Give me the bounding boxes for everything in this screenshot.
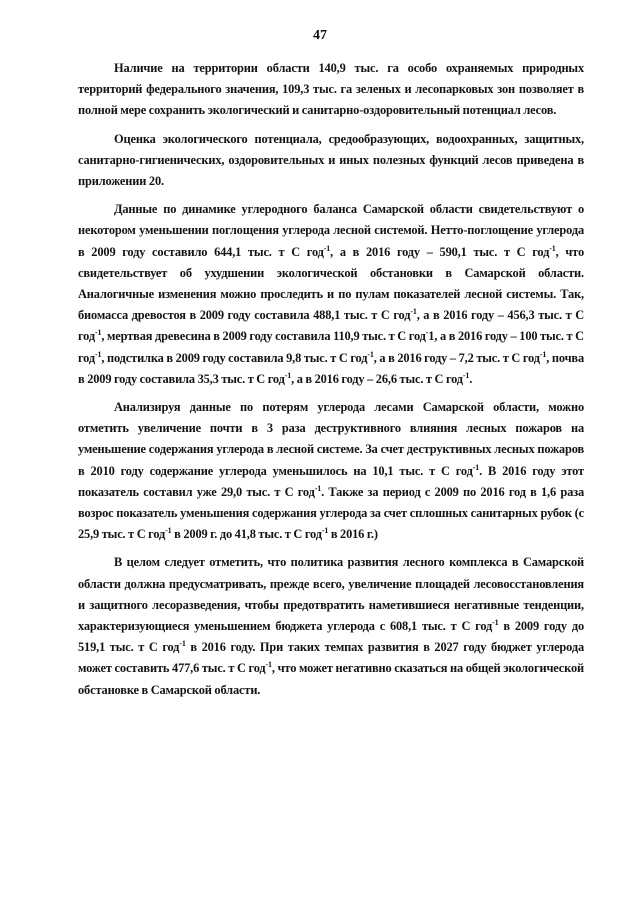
paragraph-text: в 2009 г. до 41,8 тыс. т С год bbox=[171, 527, 322, 542]
unit-exponent: -1 bbox=[472, 462, 480, 472]
unit-exponent: -1 bbox=[179, 639, 186, 649]
paragraph-text: 1, а в 2016 году – 100 тыс. т С год bbox=[78, 329, 584, 365]
unit-exponent: -1 bbox=[549, 243, 556, 253]
paragraph bbox=[78, 199, 584, 390]
unit-exponent: -1 bbox=[462, 370, 470, 380]
unit-exponent: -1 bbox=[410, 307, 417, 317]
paragraph bbox=[78, 129, 584, 193]
unit-exponent: -1 bbox=[94, 328, 102, 338]
paragraph-text: , а в 2016 году – 590,1 тыс. т С год bbox=[330, 244, 550, 259]
paragraph-text: в 2009 году до 519,1 тыс. т С год bbox=[78, 619, 584, 655]
paragraph-text: Наличие на территории области 140,9 тыс. га особо охраняемых природных территорий федерального значения, 109,3 тыс. га зеленых и лесопарковых зон позволяет в полной мере сохранить экологический и санитарно-оздоровительный потенциал лесов. bbox=[78, 61, 584, 118]
paragraph-text: Данные по динамике углеродного баланса Самарской области свидетельствуют о некотором уменьшении поглощения углерода лесной системой. Нетто-поглощение углерода в 2009 году составило 644,1 тыс. т С год bbox=[78, 202, 584, 259]
unit-exponent: -1 bbox=[321, 526, 329, 536]
paragraph-text: Анализируя данные по потерям углерода лесами Самарской области, можно отметить увеличение почти в 3 раза деструктивного влияния лесных пожаров на уменьшение содержания углерода в лесной системе. За счет деструктивных лесных пожаров в 2010 году содержание углерода уменьшилось на 10,1 тыс. т С год bbox=[78, 400, 584, 478]
paragraph bbox=[78, 552, 584, 700]
paragraph-text: . Также за период с 2009 по 2016 год в 1,6 раза возрос показатель уменьшения содержания углерода за счет сплошных санитарных рубок (с 25,9 тыс. т С год bbox=[78, 484, 584, 542]
paragraph-text: , а в 2016 году – 456,3 тыс. т С год bbox=[78, 308, 584, 344]
paragraph-text: в 2016 году. При таких темпах развития в 2027 году бюджет углерода может составить 477,6 тыс. т С год bbox=[78, 640, 585, 676]
paragraph-text: , подстилка в 2009 году составила 9,8 тыс. т С год bbox=[101, 350, 368, 365]
unit-exponent: -1 bbox=[284, 370, 292, 380]
paragraph-text: , мертвая древесина в 2009 году составила 110,9 тыс. т С год bbox=[101, 329, 426, 344]
unit-exponent: -1 bbox=[367, 349, 374, 359]
unit-exponent: -1 bbox=[539, 349, 547, 359]
unit-exponent: -1 bbox=[314, 483, 322, 493]
unit-exponent: - bbox=[425, 328, 429, 338]
unit-exponent: -1 bbox=[492, 618, 499, 628]
paragraph-text: . bbox=[469, 371, 473, 386]
unit-exponent: -1 bbox=[265, 660, 272, 670]
unit-exponent: -1 bbox=[94, 349, 102, 359]
paragraph-text: , а в 2016 году – 7,2 тыс. т С год bbox=[373, 350, 540, 365]
unit-exponent: -1 bbox=[323, 243, 331, 253]
paragraph-text: Оценка экологического потенциала, средообразующих, водоохранных, защитных, санитарно-гигиенических, оздоровительных и иных полезных функций лесов приведена в приложении 20. bbox=[78, 131, 584, 189]
paragraph bbox=[78, 397, 584, 545]
paragraph-text: в 2016 г.) bbox=[328, 527, 378, 542]
paragraph-text: , что может негативно сказаться на общей экологической обстановке в Самарской области. bbox=[78, 661, 584, 697]
paragraph-text: , а в 2016 году – 26,6 тыс. т С год bbox=[291, 371, 463, 386]
paragraph-text: , что свидетельствует об ухудшении экологической обстановки в Самарской области. Аналогичные изменения можно проследить и по пулам показателей лесной системы. Так, биомасса древостоя в 2009 году составила 488,1 тыс. т С год bbox=[78, 244, 584, 323]
page-number: 47 bbox=[313, 28, 327, 43]
document-body bbox=[78, 58, 584, 708]
paragraph-text: В целом следует отметить, что политика развития лесного комплекса в Самарской области должна предусматривать, прежде всего, увеличение площадей лесовосстановления и защитного лесоразведения, чтобы предотвратить наметившиеся негативные тенденции, характеризующиеся уменьшением бюджета углерода с 608,1 тыс. т С год bbox=[78, 555, 584, 634]
paragraph-text: , почва в 2009 году составила 35,3 тыс. т С год bbox=[78, 350, 585, 386]
unit-exponent: -1 bbox=[165, 526, 172, 536]
paragraph bbox=[78, 58, 584, 122]
paragraph-text: . В 2016 году этот показатель составил уже 29,0 тыс. т С год bbox=[78, 463, 584, 499]
